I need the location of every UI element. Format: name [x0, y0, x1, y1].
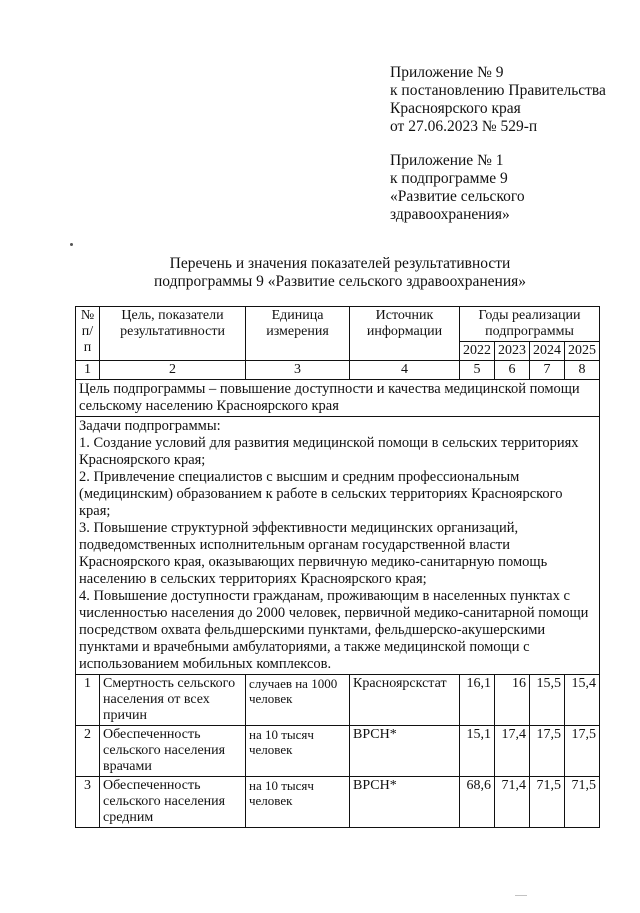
row-value-2025: 15,4 — [565, 675, 600, 726]
header-years: Годы реализации подпрограммы — [460, 307, 600, 342]
row-name: Смертность сельского населения от всех причин — [100, 675, 246, 726]
header-unit: Единица измерения — [246, 307, 350, 361]
tasks-cell — [76, 417, 600, 675]
col-number: 7 — [530, 361, 565, 380]
row-value-2023: 17,4 — [495, 726, 530, 777]
document-title — [90, 255, 590, 291]
appendix-line: «Развитие сельского — [390, 188, 525, 205]
appendix-line: здравоохранения» — [390, 206, 510, 223]
task-line: 1. Создание условий для развития медицинской помощи в сельских территориях Красноярского края; — [79, 435, 579, 468]
row-unit: на 10 тысяч человек — [246, 726, 350, 777]
header-goal: Цель, показатели результативности — [100, 307, 246, 361]
appendix-line: от 27.06.2023 № 529-п — [390, 118, 538, 135]
col-number: 3 — [246, 361, 350, 380]
task-line: 4. Повышение доступности гражданам, проживающим в населенных пунктах с численностью населения до 2000 человек, первичной медико-санитарной помощи посредством охвата фельдшерскими пунктами, фельдшерско-акушерскими пунктами и врачебными амбулаториями, а также медицинской помощи с использованием мобильных комплексов. — [79, 588, 589, 672]
appendix-line: к подпрограмме 9 — [390, 170, 508, 187]
appendix-block-2 — [390, 152, 525, 224]
col-number: 2 — [100, 361, 246, 380]
row-source: ВРСН* — [350, 726, 460, 777]
appendix-block-1 — [390, 64, 606, 136]
column-number-row — [76, 361, 600, 380]
scan-speck — [70, 243, 73, 246]
year-cell: 2025 — [565, 342, 600, 361]
row-value-2023: 71,4 — [495, 777, 530, 828]
row-value-2023: 16 — [495, 675, 530, 726]
table-row — [76, 675, 600, 726]
row-value-2022: 16,1 — [460, 675, 495, 726]
year-cell: 2022 — [460, 342, 495, 361]
col-number: 8 — [565, 361, 600, 380]
header-source: Источник информации — [350, 307, 460, 361]
row-unit: на 10 тысяч человек — [246, 777, 350, 828]
goal-row — [76, 380, 600, 417]
row-source: Красноярскстат — [350, 675, 460, 726]
row-value-2024: 17,5 — [530, 726, 565, 777]
col-number: 5 — [460, 361, 495, 380]
row-value-2024: 15,5 — [530, 675, 565, 726]
tasks-row — [76, 417, 600, 675]
col-number: 6 — [495, 361, 530, 380]
col-number: 1 — [76, 361, 100, 380]
task-line: 3. Повышение структурной эффективности медицинских организаций, подведомственных исполнительным органам государственной власти Красноярского края, оказывающих первичную медико-санитарную помощь населению в сельских территориях Красноярского края; — [79, 520, 548, 587]
row-name: Обеспеченность сельского населения средним — [100, 777, 246, 828]
scan-artifact — [515, 895, 527, 902]
row-value-2022: 68,6 — [460, 777, 495, 828]
appendix-line: к постановлению Правительства — [390, 82, 606, 99]
appendix-line: Приложение № 9 — [390, 64, 504, 81]
indicators-table — [75, 306, 600, 828]
col-number: 4 — [350, 361, 460, 380]
goal-cell: Цель подпрограммы – повышение доступности и качества медицинской помощи сельскому населению Красноярского края — [76, 380, 600, 417]
row-unit: случаев на 1000 человек — [246, 675, 350, 726]
table-row — [76, 726, 600, 777]
appendix-line: Красноярского края — [390, 100, 521, 117]
title-line: Перечень и значения показателей результативности — [169, 255, 511, 272]
row-value-2024: 71,5 — [530, 777, 565, 828]
row-source: ВРСН* — [350, 777, 460, 828]
appendix-line: Приложение № 1 — [390, 152, 504, 169]
row-num: 1 — [76, 675, 100, 726]
table-row — [76, 777, 600, 828]
year-cell: 2023 — [495, 342, 530, 361]
row-value-2022: 15,1 — [460, 726, 495, 777]
row-value-2025: 17,5 — [565, 726, 600, 777]
task-line: Задачи подпрограммы: — [79, 418, 221, 434]
row-num: 3 — [76, 777, 100, 828]
row-value-2025: 71,5 — [565, 777, 600, 828]
row-num: 2 — [76, 726, 100, 777]
task-line: 2. Привлечение специалистов с высшим и средним профессиональным (медицинским) образованием к работе в сельских территориях Красноярского края; — [79, 469, 563, 519]
title-line: подпрограммы 9 «Развитие сельского здравоохранения» — [153, 273, 527, 290]
header-num: № п/п — [76, 307, 100, 361]
row-name: Обеспеченность сельского населения врачами — [100, 726, 246, 777]
year-cell: 2024 — [530, 342, 565, 361]
header-row — [76, 307, 600, 342]
